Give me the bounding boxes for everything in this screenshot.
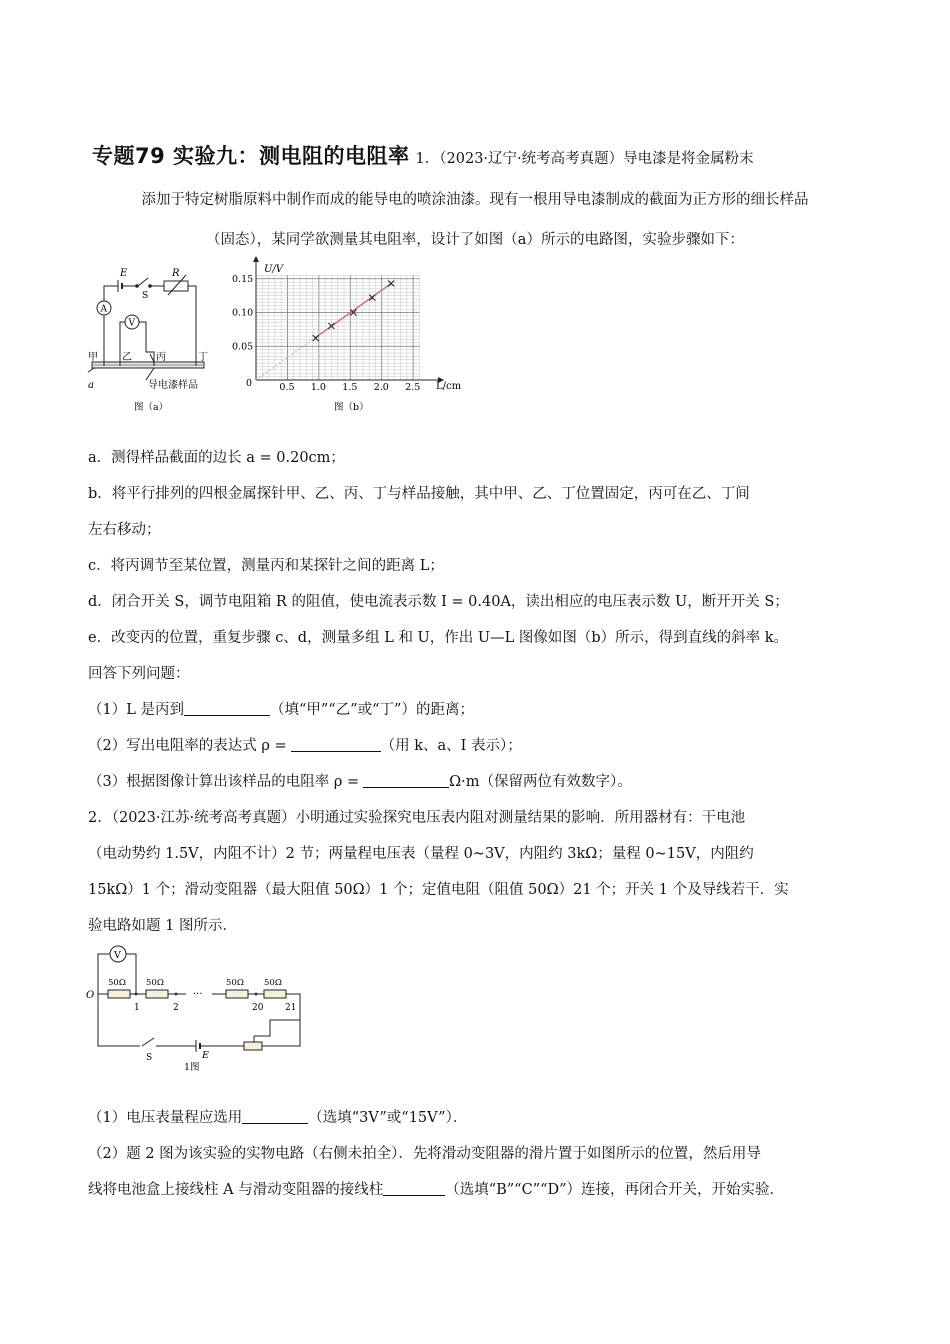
node-2: 2: [173, 1003, 179, 1013]
q2-line3: 15kΩ）1 个；滑动变阻器（最大阻值 50Ω）1 个；定值电阻（阻值 50Ω）21 个；开关 1 个及导线若干．实: [88, 882, 789, 898]
step-b-line2: 左右移动；: [88, 522, 161, 538]
q1-sub3: [88, 772, 632, 792]
q1-sub3-text-b: Ω·m（保留两位有效数字）。: [449, 774, 632, 790]
figure-a-caption: 图（a）: [134, 402, 169, 413]
q1-sub1-text-a: （1）L 是丙到: [88, 702, 184, 718]
ellipsis: ···: [193, 989, 203, 1000]
x-tick-label: 1.0: [310, 382, 326, 393]
resistor-label: 50Ω: [264, 978, 282, 988]
node-20: 20: [252, 1003, 264, 1013]
q2-line4: 验电路如题 1 图所示．: [88, 918, 237, 934]
answer-blank[interactable]: [363, 773, 449, 788]
q2-sub1: [88, 1108, 467, 1128]
y-tick-label: 0.10: [232, 307, 254, 319]
label-R: R: [172, 268, 180, 279]
answer-blank[interactable]: [383, 1181, 445, 1196]
step-b-line1: b．将平行排列的四根金属探针甲、乙、丙、丁与样品接触，其中甲、乙、丁位置固定，丙可在乙、丁间: [88, 486, 750, 502]
voltmeter-icon: V: [114, 950, 121, 961]
q1-sub2: [88, 736, 522, 756]
q1-sub1-text-b: （填“甲”“乙”或“丁”）的距离；: [269, 702, 474, 718]
resistor-label: 50Ω: [108, 978, 126, 988]
q2-sub2-line2: [88, 1180, 784, 1200]
figure-a-circuit: [84, 262, 224, 418]
label-O: O: [86, 990, 95, 1001]
resistor-label: 50Ω: [226, 978, 244, 988]
label-E: E: [202, 1050, 209, 1061]
step-e: e．改变丙的位置，重复步骤 c、d，测量多组 L 和 U，作出 U—L 图像如图（b）所示，得到直线的斜率 k。: [88, 630, 789, 646]
answer-blank[interactable]: [291, 737, 381, 752]
answer-intro: 回答下列问题：: [88, 666, 190, 682]
q1-sub2-text-b: （用 k、a、I 表示）；: [380, 738, 522, 754]
figure-b-chart: [232, 252, 472, 418]
answer-blank[interactable]: [242, 1109, 308, 1124]
figure-1-caption: 1图: [184, 1062, 200, 1073]
x-tick-label: 1.5: [342, 382, 358, 393]
y-tick-label: 0.15: [232, 273, 254, 285]
probe-yi: 乙: [122, 352, 132, 363]
x-tick-label: 2.0: [373, 382, 389, 393]
origin-label: 0: [246, 378, 253, 389]
q2-sub2-text-b: （选填“B”“C”“D”）连接，再闭合开关，开始实验．: [445, 1182, 785, 1198]
chart-axes: [232, 256, 444, 393]
q2-line1: 2．（2023·江苏·统考高考真题）小明通过实验探究电压表内阻对测量结果的影响．所用器材有：干电池: [88, 810, 746, 826]
sample-label: 导电漆样品: [148, 380, 198, 391]
q1-line1: 1．（2023·辽宁·统考高考真题）导电漆是将金属粉末: [415, 151, 754, 167]
probe-ding: 丁: [198, 352, 208, 363]
figure-1-circuit: [84, 940, 308, 1076]
q2-sub1-text-a: （1）电压表量程应选用: [88, 1110, 243, 1126]
step-a: a．测得样品截面的边长 a = 0.20cm；: [88, 450, 345, 466]
node-21: 21: [285, 1003, 297, 1013]
x-tick-label: 2.5: [405, 382, 421, 393]
q1-sub1: [88, 700, 474, 720]
voltmeter-icon: V: [128, 318, 135, 329]
page-title: 专题79 实验九：测电阻的电阻率: [92, 144, 410, 168]
y-axis-arrow: [253, 256, 259, 262]
q1-line3: （固态），某同学欲测量其电阻率，设计了如图（a）所示的电路图，实验步骤如下：: [206, 232, 744, 248]
x-axis-label: L/cm: [436, 381, 462, 392]
q1-line2: 添加于特定树脂原料中制作而成的能导电的喷涂油漆。现有一根用导电漆制成的截面为正方形的细长样品: [141, 192, 809, 208]
label-S: S: [146, 1053, 153, 1063]
resistor-label: 50Ω: [146, 978, 164, 988]
step-c: c．将丙调节至某位置，测量丙和某探针之间的距离 L；: [88, 558, 444, 574]
step-d: d．闭合开关 S，调节电阻箱 R 的阻值，使电流表示数 I = 0.40A，读出相应的电压表示数 U，断开开关 S；: [88, 594, 789, 610]
y-axis-label: U/V: [264, 264, 284, 275]
probe-bing: 丙: [156, 352, 166, 363]
q2-sub1-text-b: （选填“3V”或“15V”）．: [308, 1110, 468, 1126]
ammeter-icon: A: [100, 304, 107, 315]
label-a: a: [88, 380, 94, 391]
q2-line2: （电动势约 1.5V，内阻不计）2 节；两量程电压表（量程 0~3V，内阻约 3kΩ；量程 0~15V，内阻约: [88, 846, 754, 862]
fit-line-extension: [256, 337, 316, 380]
q2-sub2-line1: （2）题 2 图为该实验的实物电路（右侧未拍全）．先将滑动变阻器的滑片置于如图所示的位置，然后用导: [88, 1146, 761, 1162]
chart-grid: [256, 275, 419, 380]
label-E: E: [120, 268, 128, 279]
title-row: [92, 140, 754, 170]
y-tick-label: 0.05: [232, 341, 254, 353]
q1-sub2-text-a: （2）写出电阻率的表达式 ρ =: [88, 738, 287, 754]
answer-blank[interactable]: [184, 701, 270, 716]
node-1: 1: [134, 1003, 140, 1013]
q1-sub3-text-a: （3）根据图像计算出该样品的电阻率 ρ =: [88, 774, 360, 790]
probe-jia: 甲: [88, 352, 98, 363]
label-S: S: [142, 291, 149, 301]
q2-sub2-text-a: 线将电池盒上接线柱 A 与滑动变阻器的接线柱: [88, 1182, 384, 1198]
figure-b-caption: 图（b）: [334, 402, 369, 413]
x-tick-label: 0.5: [279, 382, 295, 393]
